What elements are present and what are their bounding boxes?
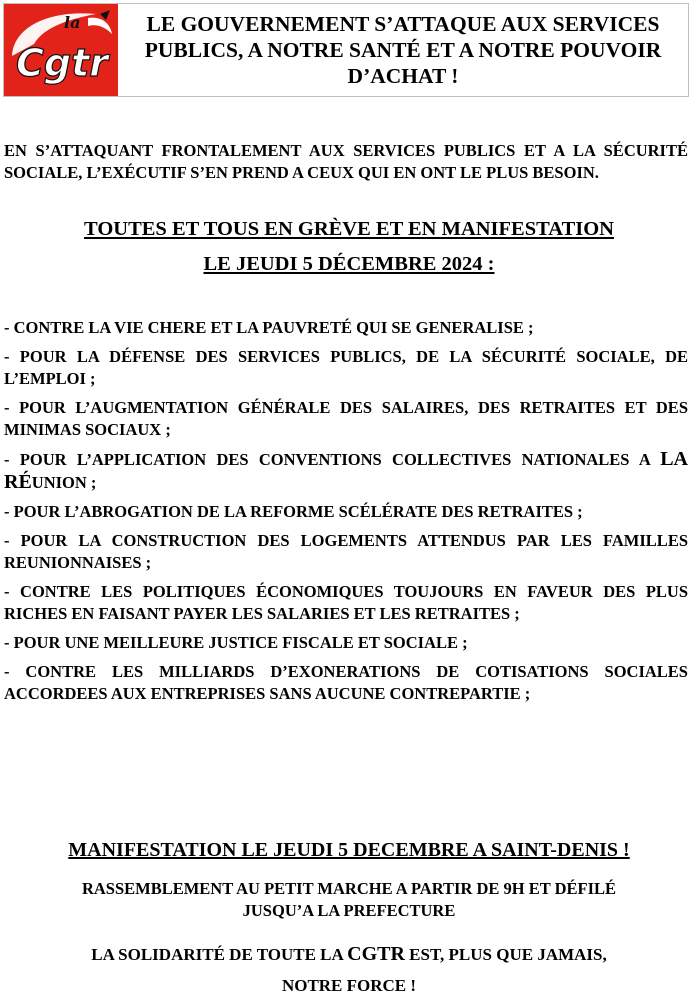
demand-item: - POUR L’APPLICATION DES CONVENTIONS COLLECTIVES NATIONALES A LA RÉUNION ; xyxy=(4,448,688,493)
strike-call-line1: TOUTES ET TOUS EN GRÈVE ET EN MANIFESTATION xyxy=(84,218,614,240)
demand-item: - CONTRE LES POLITIQUES ÉCONOMIQUES TOUJOURS EN FAVEUR DES PLUS RICHES EN FAISANT PAYER LES SALARIES ET LES RETRAITES ; xyxy=(4,582,688,623)
intro-paragraph: EN S’ATTAQUANT FRONTALEMENT AUX SERVICES PUBLICS ET A LA SÉCURITÉ SOCIALE, L’EXÉCUTIF S’EN PREND A CEUX QUI EN ONT LE PLUS BESOIN. xyxy=(4,141,688,182)
manifestation-heading: MANIFESTATION LE JEUDI 5 DECEMBRE A SAINT-DENIS ! xyxy=(68,839,630,861)
cgtr-logo xyxy=(4,4,118,96)
rassemblement-info: RASSEMBLEMENT AU PETIT MARCHE A PARTIR DE 9H ET DÉFILÉ JUSQU’A LA PREFECTURE xyxy=(81,879,617,920)
logo-small-text: la xyxy=(64,13,81,32)
header-box xyxy=(3,3,689,97)
demand-item: - POUR L’AUGMENTATION GÉNÉRALE DES SALAIRES, DES RETRAITES ET DES MINIMAS SOCIAUX ; xyxy=(4,398,688,439)
closing-line: NOTRE FORCE ! xyxy=(281,976,417,995)
solidarite-line: LA SOLIDARITÉ DE TOUTE LA CGTR EST, PLUS QUE JAMAIS, xyxy=(91,943,607,965)
demand-item: - CONTRE LA VIE CHERE ET LA PAUVRETÉ QUI SE GENERALISE ; xyxy=(4,318,534,337)
demand-item: - POUR UNE MEILLEURE JUSTICE FISCALE ET SOCIALE ; xyxy=(4,633,468,652)
demand-item: - CONTRE LES MILLIARDS D’EXONERATIONS DE COTISATIONS SOCIALES ACCORDEES AUX ENTREPRISES SANS AUCUNE CONTREPARTIE ; xyxy=(4,662,688,703)
demand-item: - POUR LA DÉFENSE DES SERVICES PUBLICS, DE LA SÉCURITÉ SOCIALE, DE L’EMPLOI ; xyxy=(4,347,688,388)
demand-item: - POUR LA CONSTRUCTION DES LOGEMENTS ATTENDUS PAR LES FAMILLES REUNIONNAISES ; xyxy=(4,531,688,572)
logo-main-text: Cgtr xyxy=(16,41,108,85)
cgtr-logo-graphic xyxy=(4,4,118,96)
page-title: LE GOUVERNEMENT S’ATTAQUE AUX SERVICES PUBLICS, A NOTRE SANTÉ ET A NOTRE POUVOIR D’ACHAT ! xyxy=(144,12,662,88)
strike-call-date: LE JEUDI 5 DÉCEMBRE 2024 : xyxy=(203,253,495,275)
demands-list xyxy=(4,317,688,712)
demand-item: - POUR L’ABROGATION DE LA REFORME SCÉLÉRATE DES RETRAITES ; xyxy=(4,502,583,521)
reunion-emphasis: LA RÉ xyxy=(4,448,688,493)
cgtr-name: CGTR xyxy=(347,943,405,965)
